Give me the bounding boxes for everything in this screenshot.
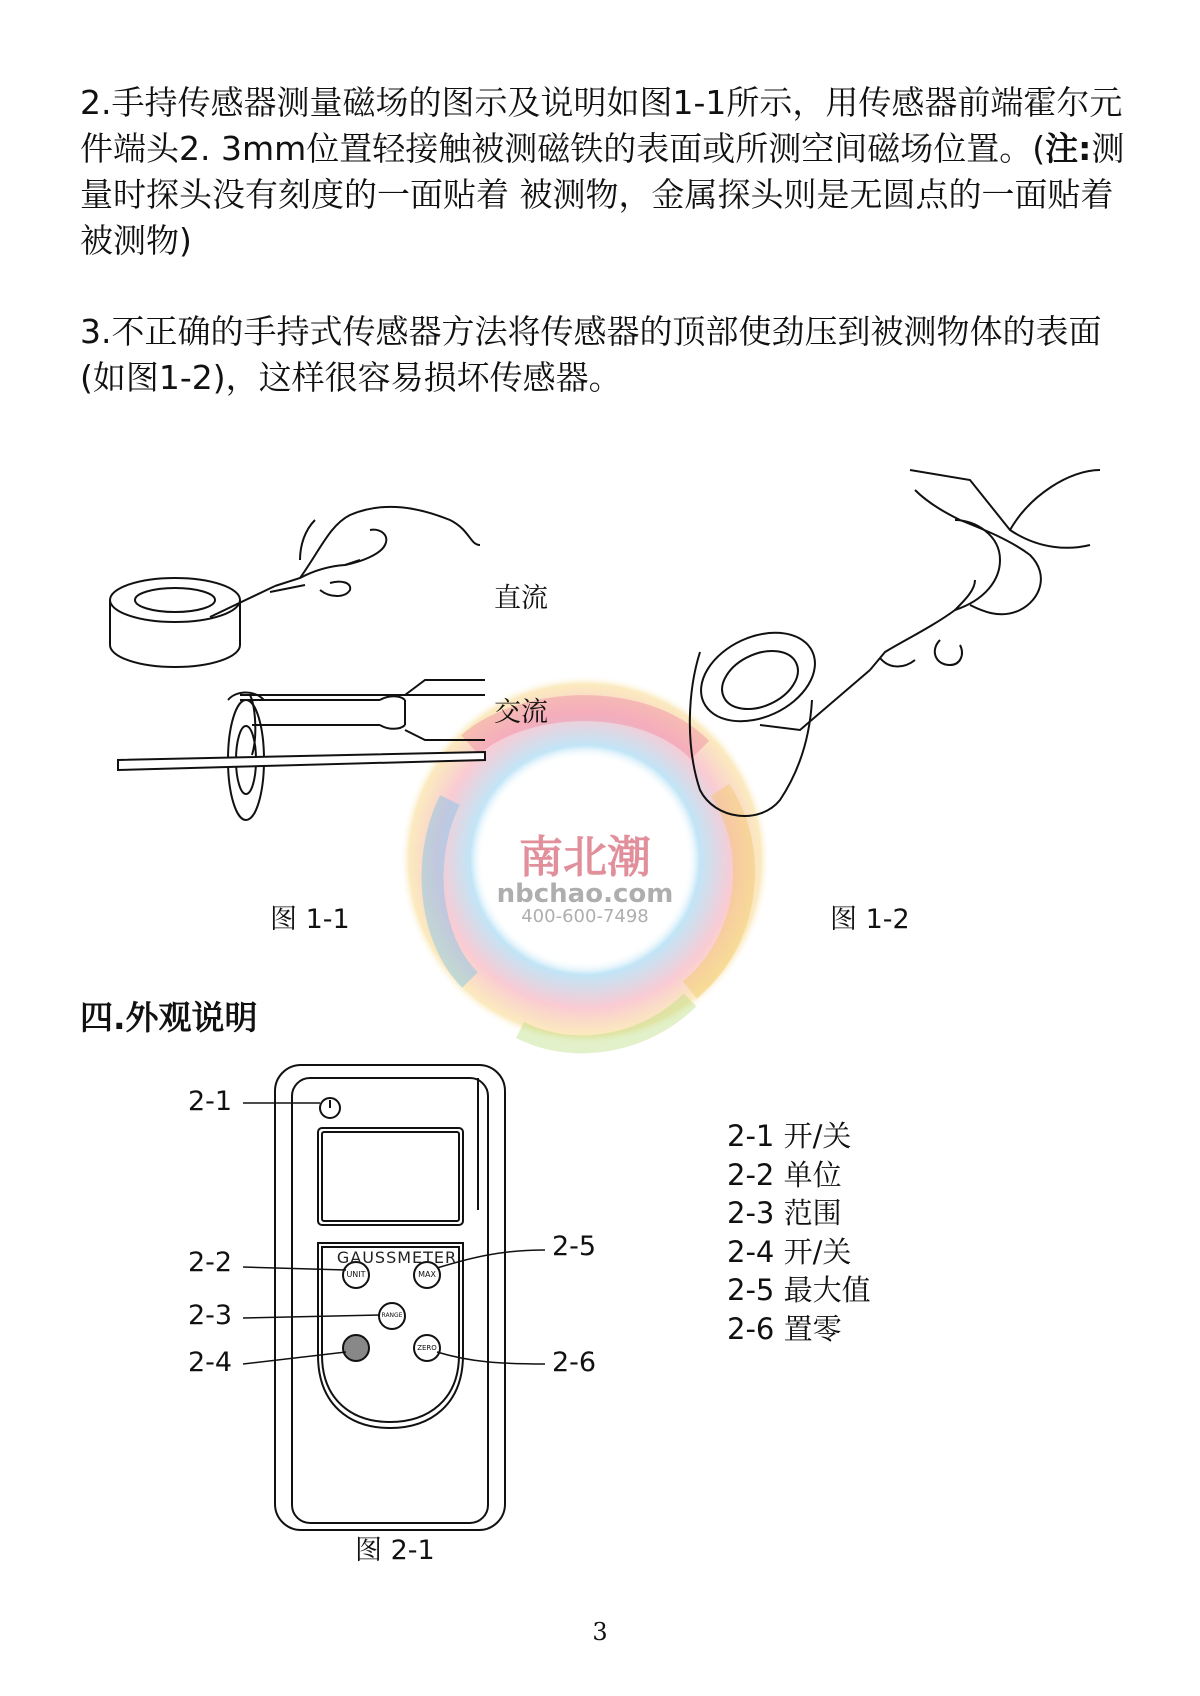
watermark-domain: nbchao.com <box>496 879 674 909</box>
note-label: 注: <box>1045 129 1092 168</box>
device-brand: GAUSSMETER <box>336 1248 458 1267</box>
caption-figure-2-1: 图 2-1 <box>355 1535 435 1566</box>
caption-figure-1-2: 图 1-2 <box>830 904 910 935</box>
callout-2-3: 2-3 <box>188 1300 233 1331</box>
callout-2-6: 2-6 <box>552 1347 597 1378</box>
zero-button-label: ZERO <box>417 1344 437 1352</box>
callout-2-4: 2-4 <box>188 1347 233 1378</box>
label-ac: 交流 <box>494 697 548 728</box>
button-legend <box>727 1117 871 1348</box>
legend-item: 2-2 单位 <box>727 1157 842 1192</box>
legend-item: 2-1 开/关 <box>727 1119 852 1153</box>
power-button[interactable] <box>343 1335 369 1361</box>
legend-item: 2-5 最大值 <box>727 1273 871 1307</box>
callout-2-1: 2-1 <box>188 1086 233 1117</box>
watermark-name: 南北潮 <box>519 832 651 883</box>
lcd-screen <box>318 1128 463 1225</box>
legend-item: 2-3 范围 <box>727 1196 842 1230</box>
paragraph-lead: 2.手持传感器测量磁场的图示及说明如图1-1所示，用传感器前端霍尔元件端头2. 3mm位置轻接触被测磁铁的表面或所测空间磁场位置。( <box>80 83 1123 168</box>
unit-button-label: UNIT <box>346 1270 366 1279</box>
section-heading: 四.外观说明 <box>80 998 258 1037</box>
device-outer-body <box>275 1065 505 1530</box>
legend-item: 2-4 开/关 <box>727 1234 852 1269</box>
range-button-label: RANGE <box>381 1312 403 1319</box>
max-button-label: MAX <box>418 1270 436 1279</box>
caption-figure-1-1: 图 1-1 <box>270 904 350 935</box>
legend-item: 2-6 置零 <box>727 1311 842 1346</box>
label-dc: 直流 <box>494 583 548 614</box>
page-number: 3 <box>592 1618 608 1646</box>
callout-2-5: 2-5 <box>552 1231 597 1262</box>
paragraph-note: 测量时探头没有刻度的一面贴着 被测物，金属探头则是无圆点的一面贴着被测物) <box>80 129 1125 260</box>
callout-2-2: 2-2 <box>188 1247 233 1278</box>
paragraph-incorrect-method: 3.不正确的手持式传感器方法将传感器的顶部使劲压到被测物体的表面(如图1-2)，这样很容易损坏传感器。 <box>80 312 1102 397</box>
watermark-phone: 400-600-7498 <box>521 906 649 927</box>
keypad-panel <box>318 1243 463 1428</box>
